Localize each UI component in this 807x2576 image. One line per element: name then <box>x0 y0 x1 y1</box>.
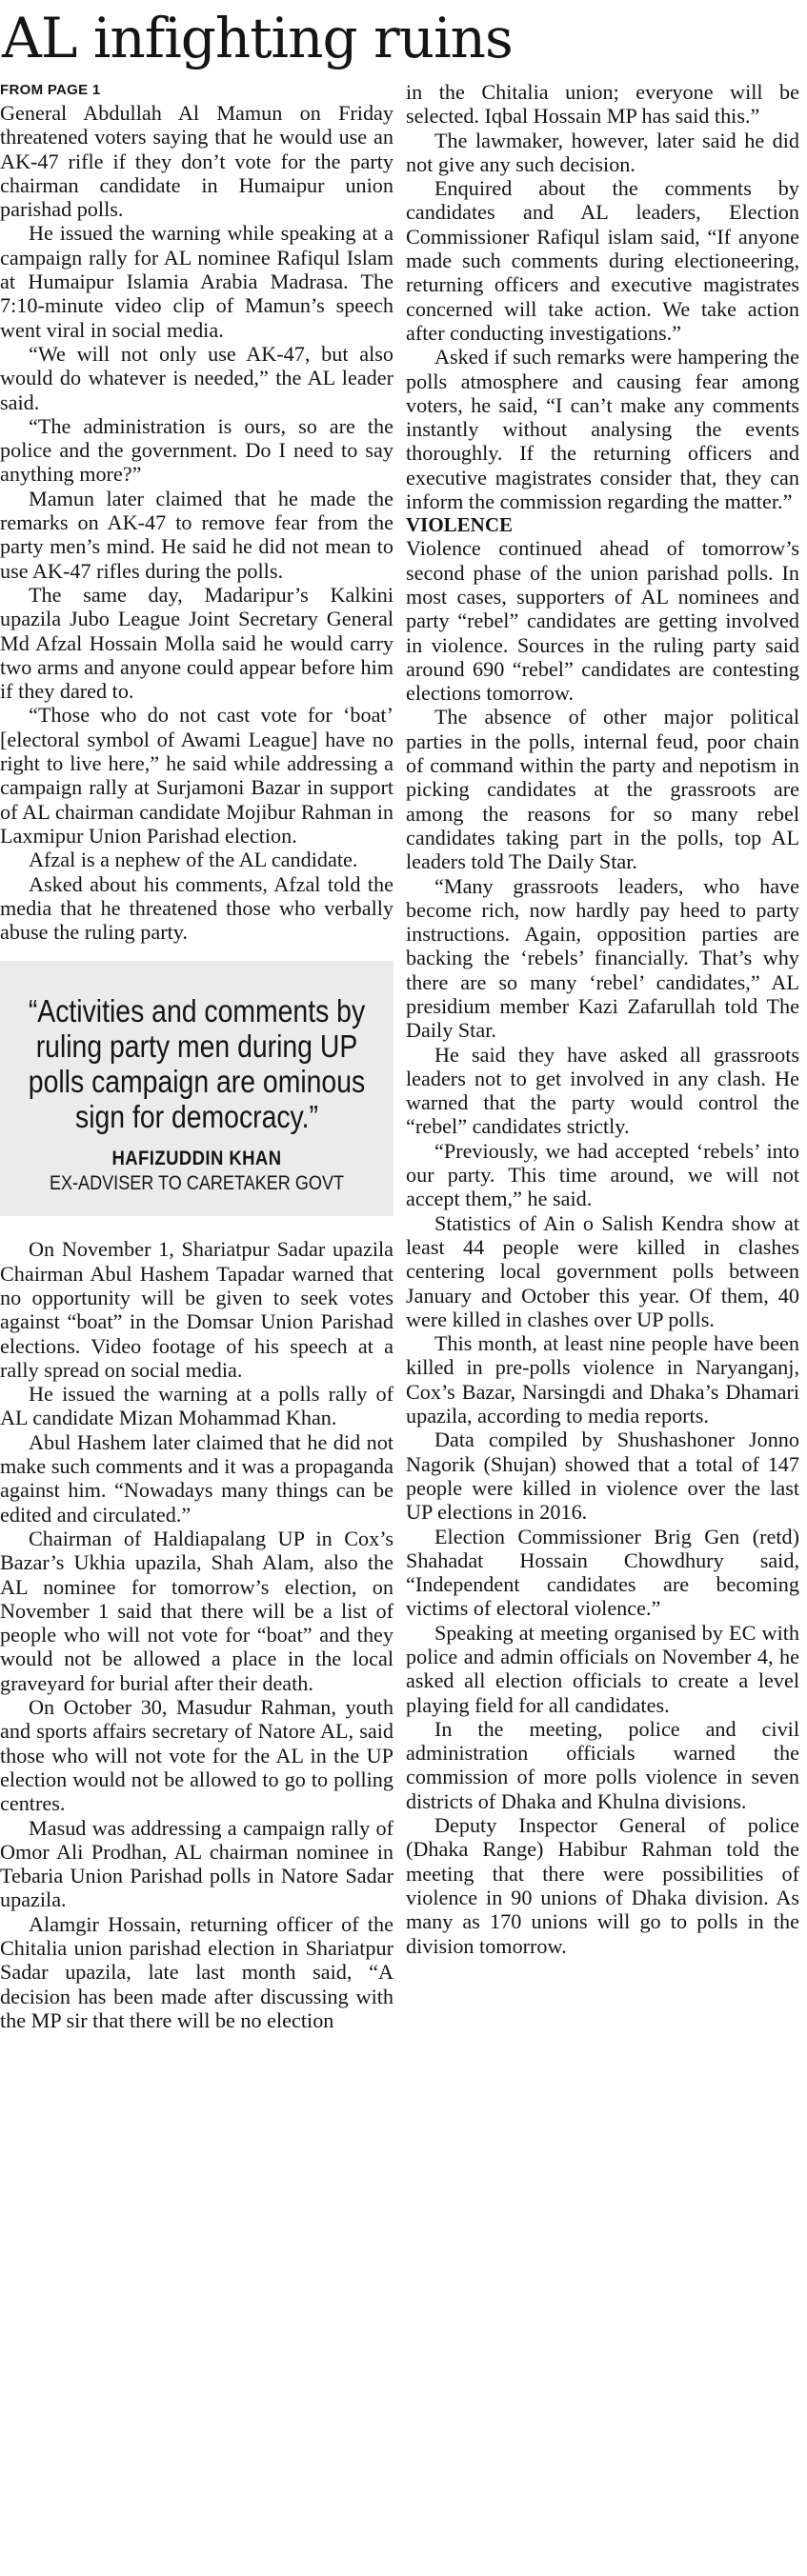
paragraph: On October 30, Masudur Rahman, youth and sports affairs secretary of Natore AL, said those who will not vote for the AL in the UP election would not be allowed to go to polling centres. <box>0 1695 393 1816</box>
paragraph: “We will not only use AK-47, but also would do whatever is needed,” the AL leader said. <box>0 341 393 414</box>
paragraph: “Many grassroots leaders, who have become rich, now hardly pay heed to party instructions. Again, opposition parties are backing the ‘rebels’ financially. That’s why there are so many ‘rebel’ candidates,” AL presidium member Kazi Zafarullah told The Daily Star. <box>406 873 799 1043</box>
paragraph: The lawmaker, however, later said he did not give any such decision. <box>406 128 799 176</box>
paragraph: Violence continued ahead of tomorrow’s second phase of the union parishad polls. In most cases, supporters of AL nominees and party “rebel” candidates are getting involved in violence. Sources in the ruling party said around 690 “rebel” candidates are contesting elections tomorrow. <box>406 536 799 706</box>
paragraph: This month, at least nine people have been killed in pre-polls violence in Naryanganj, Cox’s Bazar, Narsingdi and Dhaka’s Dhamari upazila, according to media reports. <box>406 1331 799 1428</box>
right-top-text <box>406 80 799 513</box>
paragraph: Chairman of Haldiapalang UP in Cox’s Bazar’s Ukhia upazila, Shah Alam, also the AL nominee for tomorrow’s election, on November 1 said that there will be a list of people who will not vote for “boat” and they would not be allowed a place in the local graveyard for burial after their death. <box>0 1526 393 1695</box>
paragraph: Abul Hashem later claimed that he did not make such comments and it was a propaganda against him. “Nowadays many things can be edited and circulated.” <box>0 1429 393 1527</box>
left-column <box>0 80 393 2032</box>
paragraph: “The administration is ours, so are the police and the government. Do I need to say anything more?” <box>0 413 393 487</box>
paragraph: The same day, Madaripur’s Kalkini upazila Jubo League Joint Secretary General Md Afzal Hossain Molla said he would carry two arms and anyone could appear before him if they dared to. <box>0 582 393 704</box>
paragraph: He issued the warning while speaking at a campaign rally for AL nominee Rafiqul Islam at Humaipur Islamia Arabia Madrasa. The 7:10-minute video clip of Mamun’s speech went viral in social media. <box>0 221 393 342</box>
right-bottom-text <box>406 536 799 1958</box>
paragraph: On November 1, Shariatpur Sadar upazila Chairman Abul Hashem Tapadar warned that no opportunity will be given to seek votes against “boat” in the Domsar Union Parishad elections. Video footage of his speech at a rally spread on social media. <box>0 1237 393 1382</box>
paragraph: “Previously, we had accepted ‘rebels’ into our party. This time around, we will not accept them,” he said. <box>406 1138 799 1211</box>
headline: AL infighting ruins <box>2 6 513 70</box>
paragraph: Speaking at meeting organised by EC with police and admin officials on November 4, he asked all election officials to create a level playing field for all candidates. <box>406 1620 799 1717</box>
paragraph: The absence of other major political parties in the polls, internal feud, poor chain of command within the party and nepotism in picking candidates at the grassroots are among the reasons for so many rebel candidates taking part in the polls, top AL leaders told The Daily Star. <box>406 705 799 874</box>
paragraph: in the Chitalia union; everyone will be selected. Iqbal Hossain MP has said this.” <box>406 80 799 129</box>
pull-quote <box>0 961 393 1216</box>
paragraph: Statistics of Ain o Salish Kendra show at least 44 people were killed in clashes centering local government polls between January and October this year. Of them, 40 were killed in clashes over UP polls. <box>406 1210 799 1331</box>
paragraph: He issued the warning at a polls rally of AL candidate Mizan Mohammad Khan. <box>0 1382 393 1430</box>
paragraph: Asked if such remarks were hampering the polls atmosphere and causing fear among voters, he said, “I can’t make any comments instantly without analysing the events thoroughly. If the returning officers and executive magistrates consider that, they can inform the commission regarding the matter.” <box>406 345 799 514</box>
left-bottom-text <box>0 1237 393 2032</box>
paragraph: Masud was addressing a campaign rally of Omor Ali Prodhan, AL chairman nominee in Tebaria Union Parishad polls in Natore Sadar upazila. <box>0 1815 393 1912</box>
jump-label: FROM PAGE 1 <box>0 82 101 98</box>
paragraph: Mamun later claimed that he made the remarks on AK-47 to remove fear from the party men’s mind. He said he did not mean to use AK-47 rifles during the polls. <box>0 486 393 583</box>
pull-quote-attribution-title: EX-ADVISER TO CARETAKER GOVT <box>49 1172 345 1195</box>
paragraph: Alamgir Hossain, returning officer of the Chitalia union parishad election in Shariatpur Sadar upazila, late last month said, “A decision has been made after discussing with the MP sir that there will be no election <box>0 1911 393 2032</box>
paragraph: Asked about his comments, Afzal told the media that he threatened those who verbally abuse the ruling party. <box>0 871 393 945</box>
article-columns <box>0 80 799 2032</box>
paragraph: General Abdullah Al Mamun on Friday threatened voters saying that he would use an AK-47 rifle if they don’t vote for the party chairman candidate in Humaipur union parishad polls. <box>0 101 393 222</box>
pull-quote-attribution-name: HAFIZUDDIN KHAN <box>111 1148 282 1170</box>
paragraph: Afzal is a nephew of the AL candidate. <box>29 848 358 872</box>
paragraph: Election Commissioner Brig Gen (retd) Shahadat Hossain Chowdhury said, “Independent candidates are becoming victims of electoral violence.” <box>406 1524 799 1621</box>
left-top-text <box>0 101 393 944</box>
section-subhead: VIOLENCE <box>406 513 514 537</box>
paragraph: Data compiled by Shushashoner Jonno Nagorik (Shujan) showed that a total of 147 people were killed in violence over the last UP elections in 2016. <box>406 1428 799 1525</box>
paragraph: He said they have asked all grassroots leaders not to get involved in any clash. He warned that the party would control the “rebel” candidates strictly. <box>406 1042 799 1139</box>
right-column <box>406 80 799 2032</box>
paragraph: Deputy Inspector General of police (Dhaka Range) Habibur Rahman told the meeting that there were possibilities of violence in 90 unions of Dhaka division. As many as 170 unions will go to polls in the division tomorrow. <box>406 1813 799 1958</box>
paragraph: “Those who do not cast vote for ‘boat’ [electoral symbol of Awami League] have no right to live here,” he said while addressing a campaign rally at Surjamoni Bazar in support of AL chairman candidate Mojibur Rahman in Laxmipur Union Parishad election. <box>0 703 393 848</box>
paragraph: In the meeting, police and civil administration officials warned the commission of more polls violence in seven districts of Dhaka and Khulna divisions. <box>406 1716 799 1813</box>
paragraph: Enquired about the comments by candidates and AL leaders, Election Commissioner Rafiqul islam said, “If anyone made such comments during electioneering, returning officers and executive magistrates concerned will take action. We take action after conducting investigations.” <box>406 176 799 345</box>
pull-quote-text: “Activities and comments by ruling party men during UP polls campaign are ominous sign for democracy.” <box>28 993 366 1135</box>
